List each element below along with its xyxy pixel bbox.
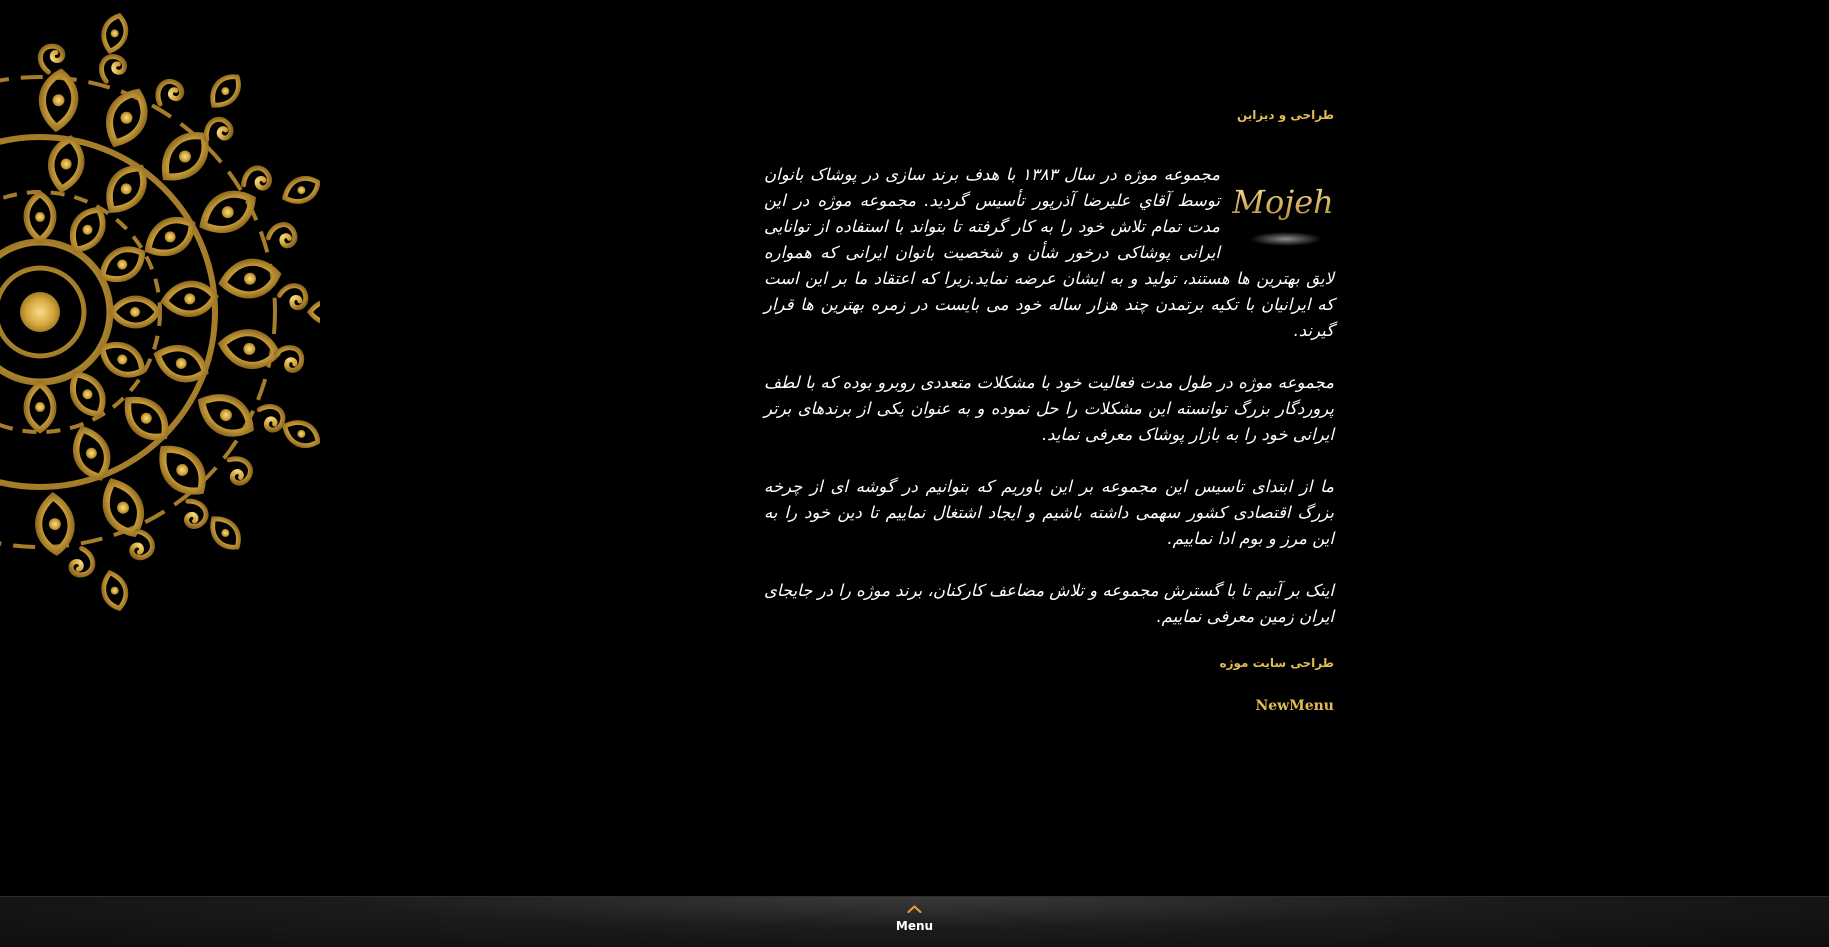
mojeh-logo: [1232, 159, 1334, 255]
bottom-menu-bar: [0, 896, 1829, 947]
about-section: [764, 108, 1334, 714]
paragraph-1: مجموعه موژه در سال ۱۳۸۳ با هدف برند سازی در پوشاک بانوان توسط آقاي عليرضا آذرپور تأسيس گرديد. مجموعه موژه در این مدت تمام تلاش خود را به کار گرفته تا بتواند با استفاده از توانایی ایرانی پوشاکی درخور شأن و شخصیت بانوان ایرانی که همواره لایق بهترین ها هستند، تولید و به ایشان عرضه نماید.زیرا که اعتقاد ما بر این است که ایرانیان با تکیه برتمدن چند هزار ساله خود می بایست در زمره بهترین ها قرار گیرند.: [764, 165, 1334, 340]
paragraph-3: ما از ابتدای تاسیس این مجموعه بر این باوریم که بتوانیم در گوشه ای از چرخه بزرگ اقتصادی کشور سهمی داشته باشیم و ایجاد اشتغال نماییم تا دین خود را به این مرز و بوم ادا نماییم.: [764, 477, 1334, 548]
menu-label: Menu: [895, 919, 934, 933]
logo-text: Mojeh: [1232, 183, 1334, 221]
paragraph-4: اینک بر آنیم تا با گسترش مجموعه و تلاش مضاعف کارکنان، برند موژه را در جایجای ایران زمین معرفی نماییم.: [764, 581, 1334, 626]
site-design-heading[interactable]: طراحی سایت موژه: [1219, 656, 1334, 670]
intro-block: [764, 162, 1334, 344]
menu-button[interactable]: [896, 905, 933, 934]
newmenu-link[interactable]: NewMenu: [1255, 698, 1334, 714]
chevron-up-icon: [907, 905, 921, 913]
gold-mandala-ornament: [0, 0, 320, 625]
design-heading[interactable]: طراحی و دیزاین: [1236, 108, 1334, 122]
paragraph-2: مجموعه موژه در طول مدت فعالیت خود با مشکلات متعددی روبرو بوده که با لطف پروردگار بزرگ توانسته این مشکلات را حل نموده و به عنوان یکی از برندهای برتر ایرانی خود را به بازار پوشاک معرفی نماید.: [764, 373, 1334, 444]
